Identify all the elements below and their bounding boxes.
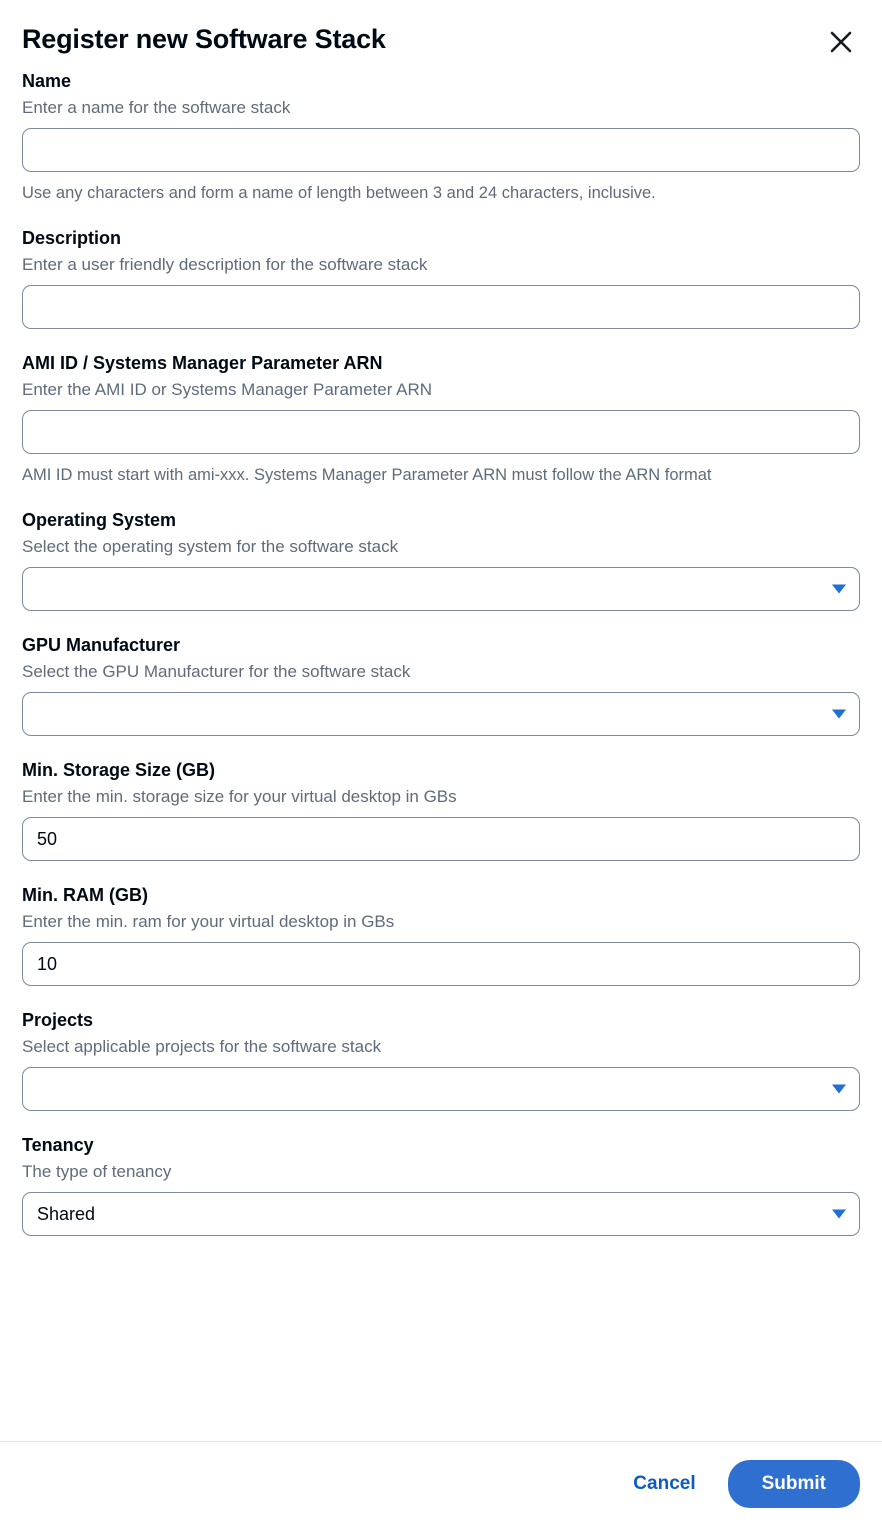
modal-body [0, 69, 882, 1441]
field-hint: Use any characters and form a name of length between 3 and 24 characters, inclusive. [22, 184, 656, 202]
field-description: Enter a name for the software stack [22, 98, 291, 117]
operating-system-select-value[interactable] [22, 567, 860, 611]
cancel-button[interactable]: Cancel [619, 1463, 709, 1505]
page-title: Register new Software Stack [22, 24, 386, 54]
field-description: Select applicable projects for the software stack [22, 1037, 382, 1056]
field-description: Enter the min. storage size for your virtual desktop in GBs [22, 787, 457, 806]
ami-id-input[interactable] [22, 410, 860, 454]
submit-button[interactable]: Submit [728, 1460, 860, 1508]
gpu-manufacturer-select[interactable] [22, 692, 860, 736]
min-ram-input[interactable] [22, 942, 860, 986]
field-label: Description [22, 228, 122, 248]
field-label: Min. Storage Size (GB) [22, 760, 216, 780]
field-tenancy [22, 1133, 860, 1236]
field-label: Projects [22, 1010, 94, 1030]
field-label: Min. RAM (GB) [22, 885, 148, 905]
field-projects [22, 1008, 860, 1111]
field-label: Operating System [22, 510, 177, 530]
field-description: Enter the min. ram for your virtual desktop in GBs [22, 912, 395, 931]
operating-system-select[interactable] [22, 567, 860, 611]
close-button[interactable] [824, 25, 858, 59]
tenancy-select[interactable] [22, 1192, 860, 1236]
name-input[interactable] [22, 128, 860, 172]
tenancy-select-value[interactable]: Shared [22, 1192, 860, 1236]
field-description: Enter the AMI ID or Systems Manager Parameter ARN [22, 380, 433, 399]
field-description: Select the GPU Manufacturer for the software stack [22, 662, 411, 681]
description-input[interactable] [22, 285, 860, 329]
min-storage-size-input[interactable] [22, 817, 860, 861]
field-description: The type of tenancy [22, 1162, 172, 1181]
gpu-manufacturer-select-value[interactable] [22, 692, 860, 736]
field-description: Enter a user friendly description for the software stack [22, 255, 428, 274]
projects-select-value[interactable] [22, 1067, 860, 1111]
field-name [22, 69, 860, 204]
field-label: Tenancy [22, 1135, 94, 1155]
modal-header [0, 0, 882, 69]
field-operating-system [22, 508, 860, 611]
field-min-storage-size [22, 758, 860, 861]
field-label: AMI ID / Systems Manager Parameter ARN [22, 353, 383, 373]
field-label: Name [22, 71, 72, 91]
projects-select[interactable] [22, 1067, 860, 1111]
close-icon [828, 29, 854, 55]
field-description: Select the operating system for the software stack [22, 537, 399, 556]
field-gpu-manufacturer [22, 633, 860, 736]
field-label: GPU Manufacturer [22, 635, 181, 655]
field-description-stack [22, 226, 860, 329]
field-min-ram [22, 883, 860, 986]
field-ami-id [22, 351, 860, 486]
modal-footer [0, 1441, 882, 1530]
field-hint: AMI ID must start with ami-xxx. Systems Manager Parameter ARN must follow the ARN format [22, 466, 712, 484]
